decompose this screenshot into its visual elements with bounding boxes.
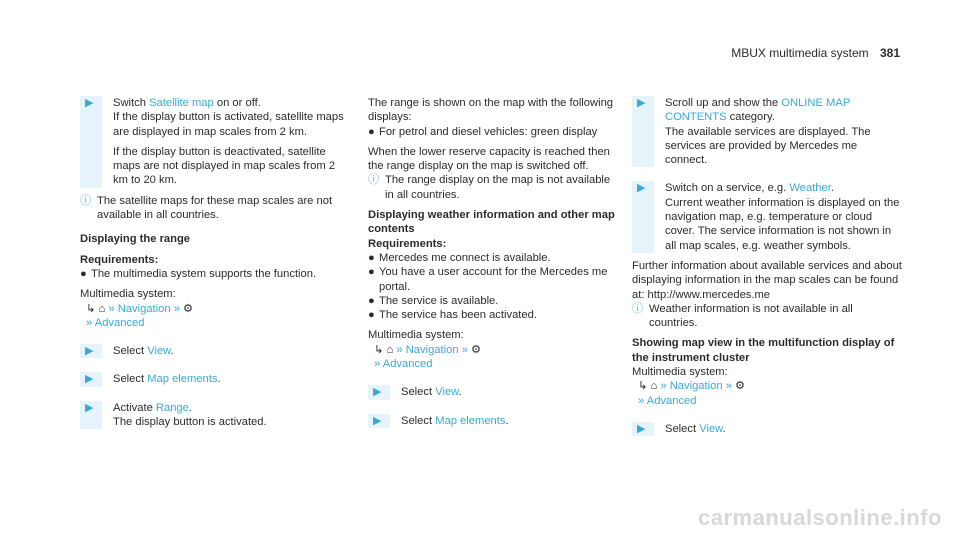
- step-arrow-icon: ▶: [637, 97, 646, 109]
- column-3: [632, 96, 902, 436]
- paragraph: If the display button is activated, satellite maps are displayed in map scales from 2 km.: [113, 111, 344, 138]
- paragraph: Further information about available services and about displaying information in the map scales can be found at: http://www.mercedes.me: [632, 259, 902, 301]
- bullet-icon: ●: [368, 266, 375, 279]
- chevron-icon: »: [660, 380, 667, 393]
- info-circle-icon: ⓘ: [80, 194, 92, 207]
- chevron-icon: »: [374, 358, 381, 371]
- requirements-label: Requirements:: [368, 237, 447, 250]
- step-arrow-icon: ▶: [85, 345, 94, 358]
- multimedia-system-label: Multimedia system:: [368, 329, 464, 342]
- watermark: carmanualsonline.info: [698, 504, 942, 530]
- list-item: ● You have a user account for the Mercedes me portal.: [368, 266, 608, 293]
- list-item: ● The service has been activated.: [368, 309, 537, 322]
- home-icon[interactable]: ⌂: [98, 302, 106, 315]
- chevron-icon: »: [461, 343, 468, 356]
- step-select-map-elements: ▶ Select Map elements.: [368, 414, 618, 428]
- list-item: ● For petrol and diesel vehicles: green display: [368, 125, 598, 138]
- page-header: [731, 46, 900, 60]
- page-title: MBUX multimedia system: [731, 46, 869, 60]
- chevron-icon: »: [173, 302, 180, 315]
- paragraph: If the display button is deactivated, satellite maps are not displayed in map scales from 2 km to 20 km.: [113, 145, 335, 187]
- section-heading: Displaying weather information and other map contents: [368, 209, 615, 236]
- chevron-icon: »: [638, 394, 645, 407]
- info-circle-icon: ⓘ: [368, 174, 380, 187]
- return-arrow-icon: ↳: [638, 380, 648, 393]
- map-elements-link[interactable]: Map elements: [147, 373, 218, 386]
- range-link[interactable]: Range: [155, 401, 189, 414]
- list-item: ● The service is available.: [368, 294, 499, 307]
- step-select-map-elements: ▶ Select Map elements.: [80, 372, 348, 386]
- settings-icon[interactable]: ⚙: [735, 380, 746, 393]
- online-map-contents-link[interactable]: ONLINE MAP CONTENTS: [665, 97, 851, 124]
- navigation-link[interactable]: Navigation: [405, 343, 459, 356]
- step-arrow-icon: ▶: [85, 97, 94, 109]
- chevron-icon: »: [725, 380, 732, 393]
- section-heading: Displaying the range: [80, 233, 191, 246]
- menu-path-advanced: [632, 394, 902, 408]
- step-switch-satellite-map: ▶ Switch Satellite map on or off. If the display button is activated, satellite maps are displayed in map scales from 2 km. If the display button is deactivated, satellite maps are not displayed in map scales from 2 km to 20 km.: [80, 96, 348, 188]
- note: ⓘ The satellite maps for these map scales are not available in all countries.: [80, 194, 333, 222]
- view-link[interactable]: View: [147, 345, 171, 358]
- multimedia-system-label: Multimedia system:: [80, 288, 176, 301]
- home-icon[interactable]: ⌂: [386, 343, 394, 356]
- step-scroll-online-map-contents: ▶ Scroll up and show the ONLINE MAP CONTENTS category. The available services are displayed. The services are provided by Mercedes me connect.: [632, 96, 902, 167]
- navigation-link[interactable]: Navigation: [669, 380, 723, 393]
- step-switch-on-service: ▶ Switch on a service, e.g. Weather. Current weather information is displayed on the navigation map, e.g. temperature or cloud cover. The service information is not shown in all map scales, e.g. weather symbols.: [632, 181, 902, 252]
- step-activate-range: ▶ Activate Range. The display button is activated.: [80, 401, 348, 430]
- chevron-icon: »: [108, 302, 115, 315]
- bullet-icon: ●: [368, 251, 375, 264]
- multimedia-system-label: Multimedia system:: [632, 366, 728, 379]
- bullet-icon: ●: [368, 125, 375, 138]
- menu-path-advanced: [368, 357, 618, 371]
- list-item: ● The multimedia system supports the function.: [80, 267, 317, 280]
- step-arrow-icon: ▶: [85, 373, 94, 386]
- step-arrow-icon: ▶: [373, 386, 382, 399]
- note: ⓘ The range display on the map is not available in all countries.: [368, 174, 611, 201]
- advanced-link[interactable]: Advanced: [382, 358, 433, 371]
- step-arrow-icon: ▶: [637, 182, 646, 195]
- step-select-view: ▶ Select View.: [632, 422, 902, 436]
- step-arrow-icon: ▶: [85, 401, 94, 414]
- paragraph: When the lower reserve capacity is reached then the range display on the map is switched off.: [368, 145, 610, 173]
- settings-icon[interactable]: ⚙: [471, 343, 482, 356]
- paragraph: The display button is activated.: [113, 416, 267, 429]
- step-select-view: ▶ Select View.: [368, 385, 618, 399]
- advanced-link[interactable]: Advanced: [94, 316, 145, 329]
- bullet-icon: ●: [368, 309, 375, 322]
- chevron-icon: »: [86, 316, 93, 329]
- requirements-label: Requirements:: [80, 253, 159, 266]
- menu-path-advanced: [80, 316, 348, 330]
- step-arrow-icon: ▶: [637, 422, 646, 435]
- info-circle-icon: ⓘ: [632, 302, 644, 315]
- advanced-link[interactable]: Advanced: [646, 394, 697, 407]
- menu-path: [80, 302, 348, 316]
- bullet-icon: ●: [80, 267, 87, 280]
- view-link[interactable]: View: [435, 386, 459, 399]
- home-icon[interactable]: ⌂: [650, 380, 658, 393]
- navigation-link[interactable]: Navigation: [117, 302, 171, 315]
- page-number: 381: [879, 46, 900, 60]
- column-2: [368, 96, 618, 428]
- weather-link[interactable]: Weather: [789, 182, 831, 195]
- view-link[interactable]: View: [699, 422, 723, 435]
- return-arrow-icon: ↳: [86, 302, 96, 315]
- map-elements-link[interactable]: Map elements: [435, 414, 506, 427]
- column-1: [80, 96, 348, 429]
- menu-path: [368, 343, 618, 357]
- satellite-map-link[interactable]: Satellite map: [149, 97, 214, 109]
- note: ⓘ Weather information is not available in all countries.: [632, 302, 853, 330]
- step-arrow-icon: ▶: [373, 414, 382, 427]
- settings-icon[interactable]: ⚙: [183, 302, 194, 315]
- list-item: ● Mercedes me connect is available.: [368, 251, 551, 264]
- chevron-icon: »: [396, 343, 403, 356]
- paragraph: Current weather information is displayed on the navigation map, e.g. temperature or cloud cover. The service information is not shown in all map scales, e.g. weather symbols.: [665, 196, 900, 252]
- menu-path: [632, 379, 902, 393]
- step-select-view: ▶ Select View.: [80, 344, 348, 358]
- section-heading: Showing map view in the multifunction display of the instrument cluster: [632, 337, 895, 364]
- paragraph: The range is shown on the map with the following displays:: [368, 97, 614, 124]
- bullet-icon: ●: [368, 294, 375, 307]
- paragraph: The available services are displayed. The services are provided by Mercedes me connect.: [665, 125, 871, 167]
- return-arrow-icon: ↳: [374, 343, 384, 356]
